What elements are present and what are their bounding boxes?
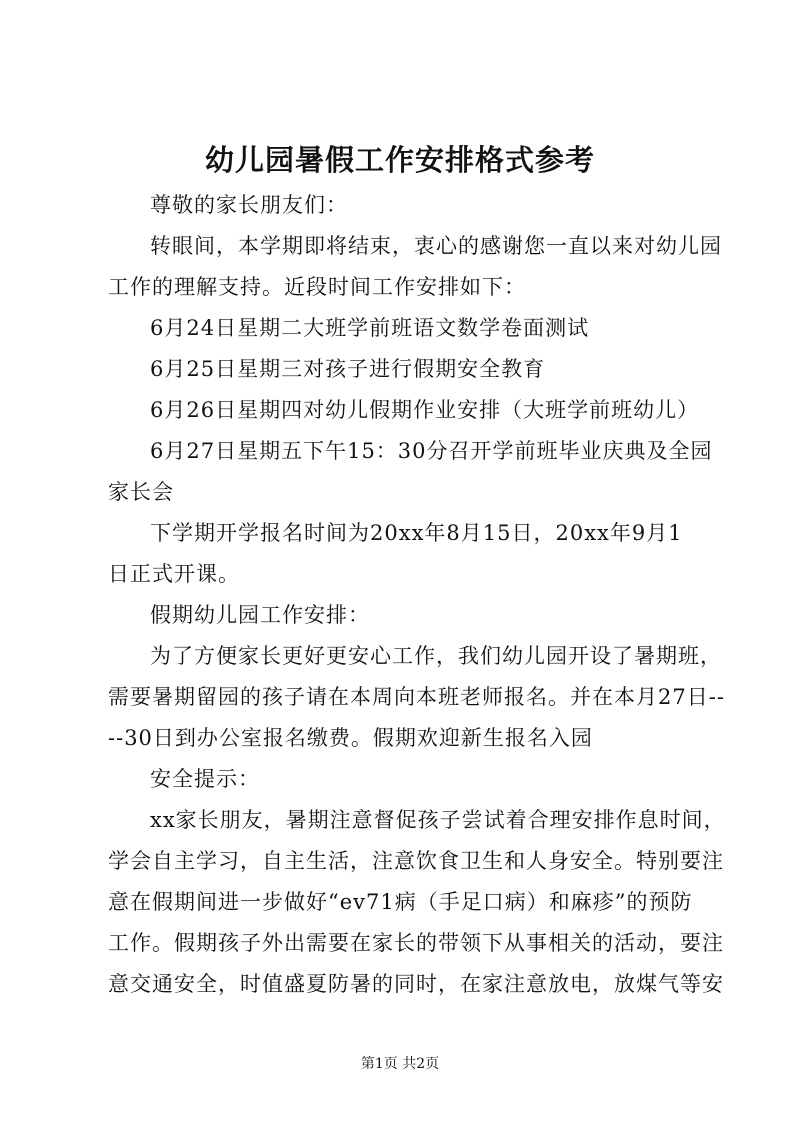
paragraph-line: 下学期开学报名时间为20xx年8月15日，20xx年9月1 (150, 521, 683, 545)
section-heading: 假期幼儿园工作安排： (150, 603, 370, 627)
paragraph-line: 转眼间，本学期即将结束，衷心的感谢您一直以来对幼儿园 (150, 234, 722, 258)
paragraph-line: 意交通安全，时值盛夏防暑的同时，在家注意放电，放煤气等安 (108, 972, 724, 996)
paragraph-line: 为了方便家长更好更安心工作，我们幼儿园开设了暑期班， (150, 644, 722, 668)
paragraph-line: 学会自主学习，自主生活，注意饮食卫生和人身安全。特别要注 (108, 849, 724, 873)
paragraph-line: xx家长朋友，暑期注意督促孩子尝试着合理安排作息时间， (150, 808, 726, 832)
schedule-item: 6月26日星期四对幼儿假期作业安排（大班学前班幼儿） (150, 398, 700, 422)
paragraph-line: 日正式开课。 (108, 562, 240, 586)
schedule-item: 6月25日星期三对孩子进行假期安全教育 (150, 357, 546, 381)
page-indicator: 第1页 共2页 (360, 1056, 440, 1072)
paragraph-line: 工作。假期孩子外出需要在家长的带领下从事相关的活动，要注 (108, 931, 724, 955)
paragraph-line: --30日到办公室报名缴费。假期欢迎新生报名入园 (108, 726, 593, 750)
schedule-item-continued: 家长会 (108, 480, 174, 504)
paragraph-line: 需要暑期留园的孩子请在本周向本班老师报名。并在本月27日-- (108, 685, 725, 709)
schedule-item: 6月24日星期二大班学前班语文数学卷面测试 (150, 316, 590, 340)
paragraph-line: 意在假期间进一步做好“ev71病（手足口病）和麻疹”的预防 (108, 890, 693, 914)
paragraph-line: 工作的理解支持。近段时间工作安排如下： (108, 275, 526, 299)
section-heading: 安全提示： (150, 767, 260, 791)
document-title: 幼儿园暑假工作安排格式参考 (204, 143, 595, 177)
salutation: 尊敬的家长朋友们： (150, 193, 348, 217)
schedule-item: 6月27日星期五下午15：30分召开学前班毕业庆典及全园 (150, 439, 713, 463)
